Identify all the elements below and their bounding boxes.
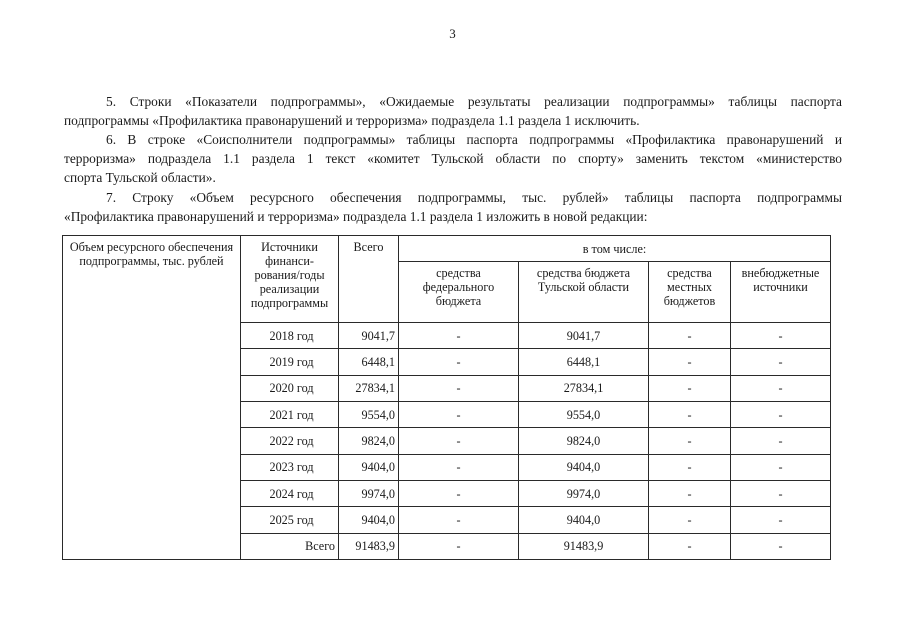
- cell-federal: -: [399, 428, 519, 454]
- cell-extra: -: [731, 428, 831, 454]
- cell-year: 2021 год: [241, 402, 339, 428]
- cell-extra: -: [731, 323, 831, 349]
- cell-extra: -: [731, 507, 831, 533]
- paragraph-line: терроризма» подраздела 1.1 раздела 1 текст «комитет Тульской области по спорту» заменить текстом «министерство: [64, 151, 842, 166]
- cell-total: 6448,1: [339, 349, 399, 375]
- cell-federal: -: [399, 402, 519, 428]
- cell-local: -: [649, 480, 731, 506]
- cell-regional: 9824,0: [519, 428, 649, 454]
- cell-extra: -: [731, 533, 831, 559]
- cell-year: 2022 год: [241, 428, 339, 454]
- paragraph-5: [64, 92, 842, 130]
- cell-year: 2019 год: [241, 349, 339, 375]
- cell-extra: -: [731, 402, 831, 428]
- paragraph-line: 6. В строке «Соисполнители подпрограммы» таблицы паспорта подпрограммы «Профилактика правонарушений и: [106, 132, 842, 147]
- cell-total: 91483,9: [339, 533, 399, 559]
- cell-federal: -: [399, 323, 519, 349]
- header-including: в том числе:: [399, 236, 831, 262]
- cell-local: -: [649, 533, 731, 559]
- cell-total: 9041,7: [339, 323, 399, 349]
- cell-local: -: [649, 507, 731, 533]
- cell-year: 2018 год: [241, 323, 339, 349]
- header-local: средства местных бюджетов: [649, 262, 731, 323]
- paragraph-6: [64, 130, 842, 187]
- header-total: Всего: [339, 236, 399, 323]
- cell-federal: -: [399, 349, 519, 375]
- header-extrabudget: внебюджетные источники: [731, 262, 831, 323]
- paragraph-7: [64, 188, 842, 226]
- cell-total: 9404,0: [339, 454, 399, 480]
- cell-local: -: [649, 454, 731, 480]
- paragraph-line: 5. Строки «Показатели подпрограммы», «Ожидаемые результаты реализации подпрограммы» таблицы паспорта: [106, 94, 842, 109]
- cell-regional: 9554,0: [519, 402, 649, 428]
- cell-total: 9974,0: [339, 480, 399, 506]
- cell-year: 2024 год: [241, 480, 339, 506]
- header-sources: Источники финанси-рования/годы реализации подпрограммы: [241, 236, 339, 323]
- header-resource-volume: Объем ресурсного обеспечения подпрограммы, тыс. рублей: [63, 236, 241, 560]
- cell-federal: -: [399, 507, 519, 533]
- cell-regional: 6448,1: [519, 349, 649, 375]
- cell-total: 9404,0: [339, 507, 399, 533]
- cell-local: -: [649, 375, 731, 401]
- cell-extra: -: [731, 480, 831, 506]
- cell-regional: 9974,0: [519, 480, 649, 506]
- cell-year: 2023 год: [241, 454, 339, 480]
- paragraph-line: подпрограммы «Профилактика правонарушений и терроризма» подраздела 1.1 раздела 1 исключить.: [64, 113, 640, 128]
- cell-extra: -: [731, 349, 831, 375]
- cell-regional: 27834,1: [519, 375, 649, 401]
- cell-regional: 9404,0: [519, 507, 649, 533]
- cell-federal: -: [399, 533, 519, 559]
- paragraph-line: «Профилактика правонарушений и терроризма» подраздела 1.1 раздела 1 изложить в новой редакции:: [64, 209, 648, 224]
- cell-extra: -: [731, 375, 831, 401]
- cell-total: 27834,1: [339, 375, 399, 401]
- cell-extra: -: [731, 454, 831, 480]
- cell-total-label: Всего: [241, 533, 339, 559]
- cell-federal: -: [399, 375, 519, 401]
- cell-year: 2020 год: [241, 375, 339, 401]
- cell-local: -: [649, 402, 731, 428]
- page-number: 3: [449, 26, 456, 41]
- paragraph-line: спорта Тульской области».: [64, 170, 216, 185]
- cell-regional: 9041,7: [519, 323, 649, 349]
- cell-regional: 9404,0: [519, 454, 649, 480]
- header-regional: средства бюджета Тульской области: [519, 262, 649, 323]
- header-federal: средства федерального бюджета: [399, 262, 519, 323]
- cell-year: 2025 год: [241, 507, 339, 533]
- cell-local: -: [649, 428, 731, 454]
- cell-federal: -: [399, 454, 519, 480]
- cell-regional: 91483,9: [519, 533, 649, 559]
- resource-table: [62, 235, 831, 560]
- cell-total: 9824,0: [339, 428, 399, 454]
- cell-local: -: [649, 323, 731, 349]
- cell-total: 9554,0: [339, 402, 399, 428]
- paragraph-line: 7. Строку «Объем ресурсного обеспечения подпрограммы, тыс. рублей» таблицы паспорта подпрограммы: [106, 190, 842, 205]
- cell-federal: -: [399, 480, 519, 506]
- cell-local: -: [649, 349, 731, 375]
